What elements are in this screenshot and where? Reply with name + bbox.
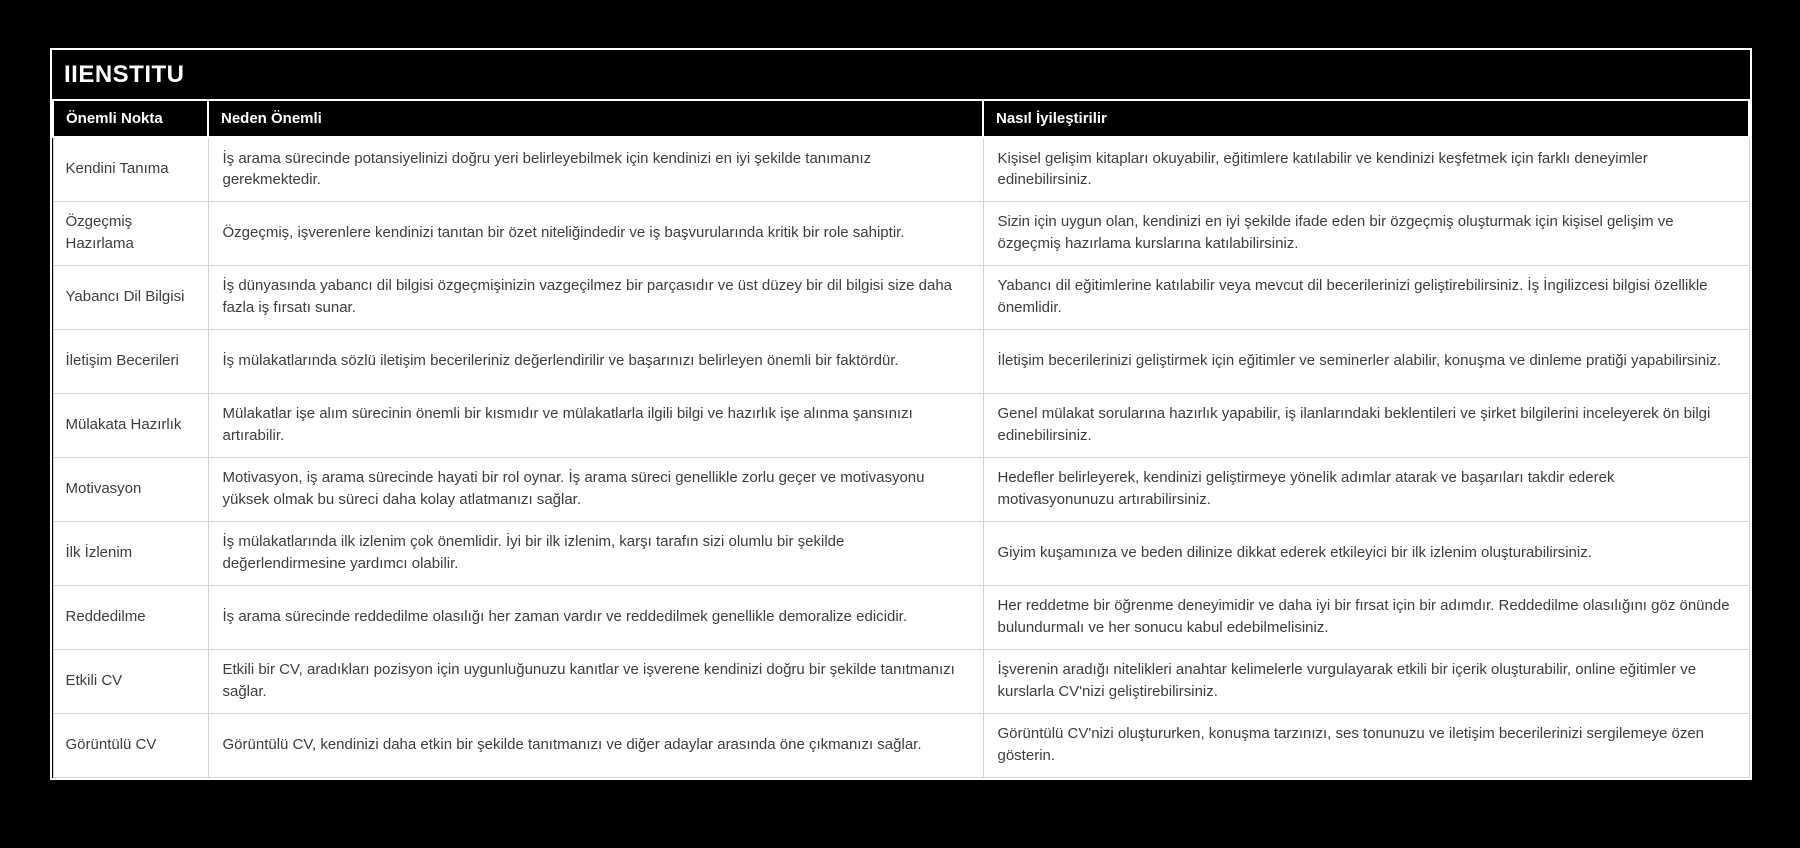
table-header (53, 100, 1749, 137)
cell-onemli-nokta: Reddedilme (53, 585, 208, 649)
table-row (53, 201, 1749, 265)
cell-neden-onemli: Motivasyon, iş arama sürecinde hayati bir rol oynar. İş arama süreci genellikle zorlu geçer ve motivasyonu yüksek olmak bu süreci daha kolay atlatmanızı sağlar. (208, 457, 983, 521)
cell-nasil-iyilestirilir: İletişim becerilerinizi geliştirmek için eğitimler ve seminerler alabilir, konuşma ve dinleme pratiği yapabilirsiniz. (983, 329, 1749, 393)
cell-onemli-nokta: İletişim Becerileri (53, 329, 208, 393)
table-frame (50, 48, 1752, 780)
table-row (53, 457, 1749, 521)
cell-onemli-nokta: Mülakata Hazırlık (53, 393, 208, 457)
cell-onemli-nokta: Kendini Tanıma (53, 137, 208, 201)
cell-nasil-iyilestirilir: Her reddetme bir öğrenme deneyimidir ve daha iyi bir fırsat için bir adımdır. Reddedilme olasılığını göz önünde bulundurmalı ve her sonucu kabul edebilmelisiniz. (983, 585, 1749, 649)
cell-neden-onemli: İş mülakatlarında ilk izlenim çok önemlidir. İyi bir ilk izlenim, karşı tarafın sizi olumlu bir şekilde değerlendirmesine yardımcı olabilir. (208, 521, 983, 585)
cell-neden-onemli: Görüntülü CV, kendinizi daha etkin bir şekilde tanıtmanızı ve diğer adaylar arasında öne çıkmanızı sağlar. (208, 713, 983, 777)
cell-neden-onemli: Özgeçmiş, işverenlere kendinizi tanıtan bir özet niteliğindedir ve iş başvurularında kritik bir role sahiptir. (208, 201, 983, 265)
cell-onemli-nokta: İlk İzlenim (53, 521, 208, 585)
cell-onemli-nokta: Etkili CV (53, 649, 208, 713)
cell-neden-onemli: Etkili bir CV, aradıkları pozisyon için uygunluğunuzu kanıtlar ve işverene kendinizi doğru bir şekilde tanıtmanızı sağlar. (208, 649, 983, 713)
table-row (53, 649, 1749, 713)
table-header-row (53, 100, 1749, 137)
cell-onemli-nokta: Özgeçmiş Hazırlama (53, 201, 208, 265)
cell-nasil-iyilestirilir: Kişisel gelişim kitapları okuyabilir, eğitimlere katılabilir ve kendinizi keşfetmek için farklı deneyimler edinebilirsiniz. (983, 137, 1749, 201)
cell-nasil-iyilestirilir: Görüntülü CV'nizi oluştururken, konuşma tarzınızı, ses tonunuzu ve iletişim becerilerinizi sergilemeye özen gösterin. (983, 713, 1749, 777)
table-row (53, 265, 1749, 329)
table-body (53, 137, 1749, 777)
table-row (53, 713, 1749, 777)
cell-nasil-iyilestirilir: Genel mülakat sorularına hazırlık yapabilir, iş ilanlarındaki beklentileri ve şirket bilgilerini inceleyerek ön bilgi edinebilirsiniz. (983, 393, 1749, 457)
column-header: Önemli Nokta (53, 100, 208, 137)
cell-neden-onemli: İş arama sürecinde reddedilme olasılığı her zaman vardır ve reddedilmek genellikle demoralize edicidir. (208, 585, 983, 649)
cell-neden-onemli: İş mülakatlarında sözlü iletişim becerileriniz değerlendirilir ve başarınızı belirleyen önemli bir faktördür. (208, 329, 983, 393)
column-header: Nasıl İyileştirilir (983, 100, 1749, 137)
cell-neden-onemli: Mülakatlar işe alım sürecinin önemli bir kısmıdır ve mülakatlarla ilgili bilgi ve hazırlık işe alınma şansınızı artırabilir. (208, 393, 983, 457)
table-row (53, 521, 1749, 585)
table-row (53, 329, 1749, 393)
table-row (53, 393, 1749, 457)
info-table (52, 99, 1750, 778)
cell-nasil-iyilestirilir: İşverenin aradığı nitelikleri anahtar kelimelerle vurgulayarak etkili bir içerik oluşturabilir, online eğitimler ve kurslarla CV'nizi geliştirebilirsiniz. (983, 649, 1749, 713)
column-header: Neden Önemli (208, 100, 983, 137)
cell-nasil-iyilestirilir: Hedefler belirleyerek, kendinizi geliştirmeye yönelik adımlar atarak ve başarıları takdir ederek motivasyonunuzu artırabilirsiniz. (983, 457, 1749, 521)
table-row (53, 137, 1749, 201)
page-title: IIENSTITU (64, 61, 185, 88)
cell-nasil-iyilestirilir: Yabancı dil eğitimlerine katılabilir veya mevcut dil becerilerinizi geliştirebilirsiniz. İş İngilizcesi bilgisi özellikle önemlidir. (983, 265, 1749, 329)
cell-neden-onemli: İş arama sürecinde potansiyelinizi doğru yeri belirleyebilmek için kendinizi en iyi şekilde tanımanız gerekmektedir. (208, 137, 983, 201)
cell-onemli-nokta: Motivasyon (53, 457, 208, 521)
table-row (53, 585, 1749, 649)
cell-neden-onemli: İş dünyasında yabancı dil bilgisi özgeçmişinizin vazgeçilmez bir parçasıdır ve üst düzey bir dil bilgisi size daha fazla iş fırsatı sunar. (208, 265, 983, 329)
cell-nasil-iyilestirilir: Giyim kuşamınıza ve beden dilinize dikkat ederek etkileyici bir ilk izlenim oluşturabilirsiniz. (983, 521, 1749, 585)
cell-nasil-iyilestirilir: Sizin için uygun olan, kendinizi en iyi şekilde ifade eden bir özgeçmiş oluşturmak için kişisel gelişim ve özgeçmiş hazırlama kurslarına katılabilirsiniz. (983, 201, 1749, 265)
cell-onemli-nokta: Yabancı Dil Bilgisi (53, 265, 208, 329)
cell-onemli-nokta: Görüntülü CV (53, 713, 208, 777)
